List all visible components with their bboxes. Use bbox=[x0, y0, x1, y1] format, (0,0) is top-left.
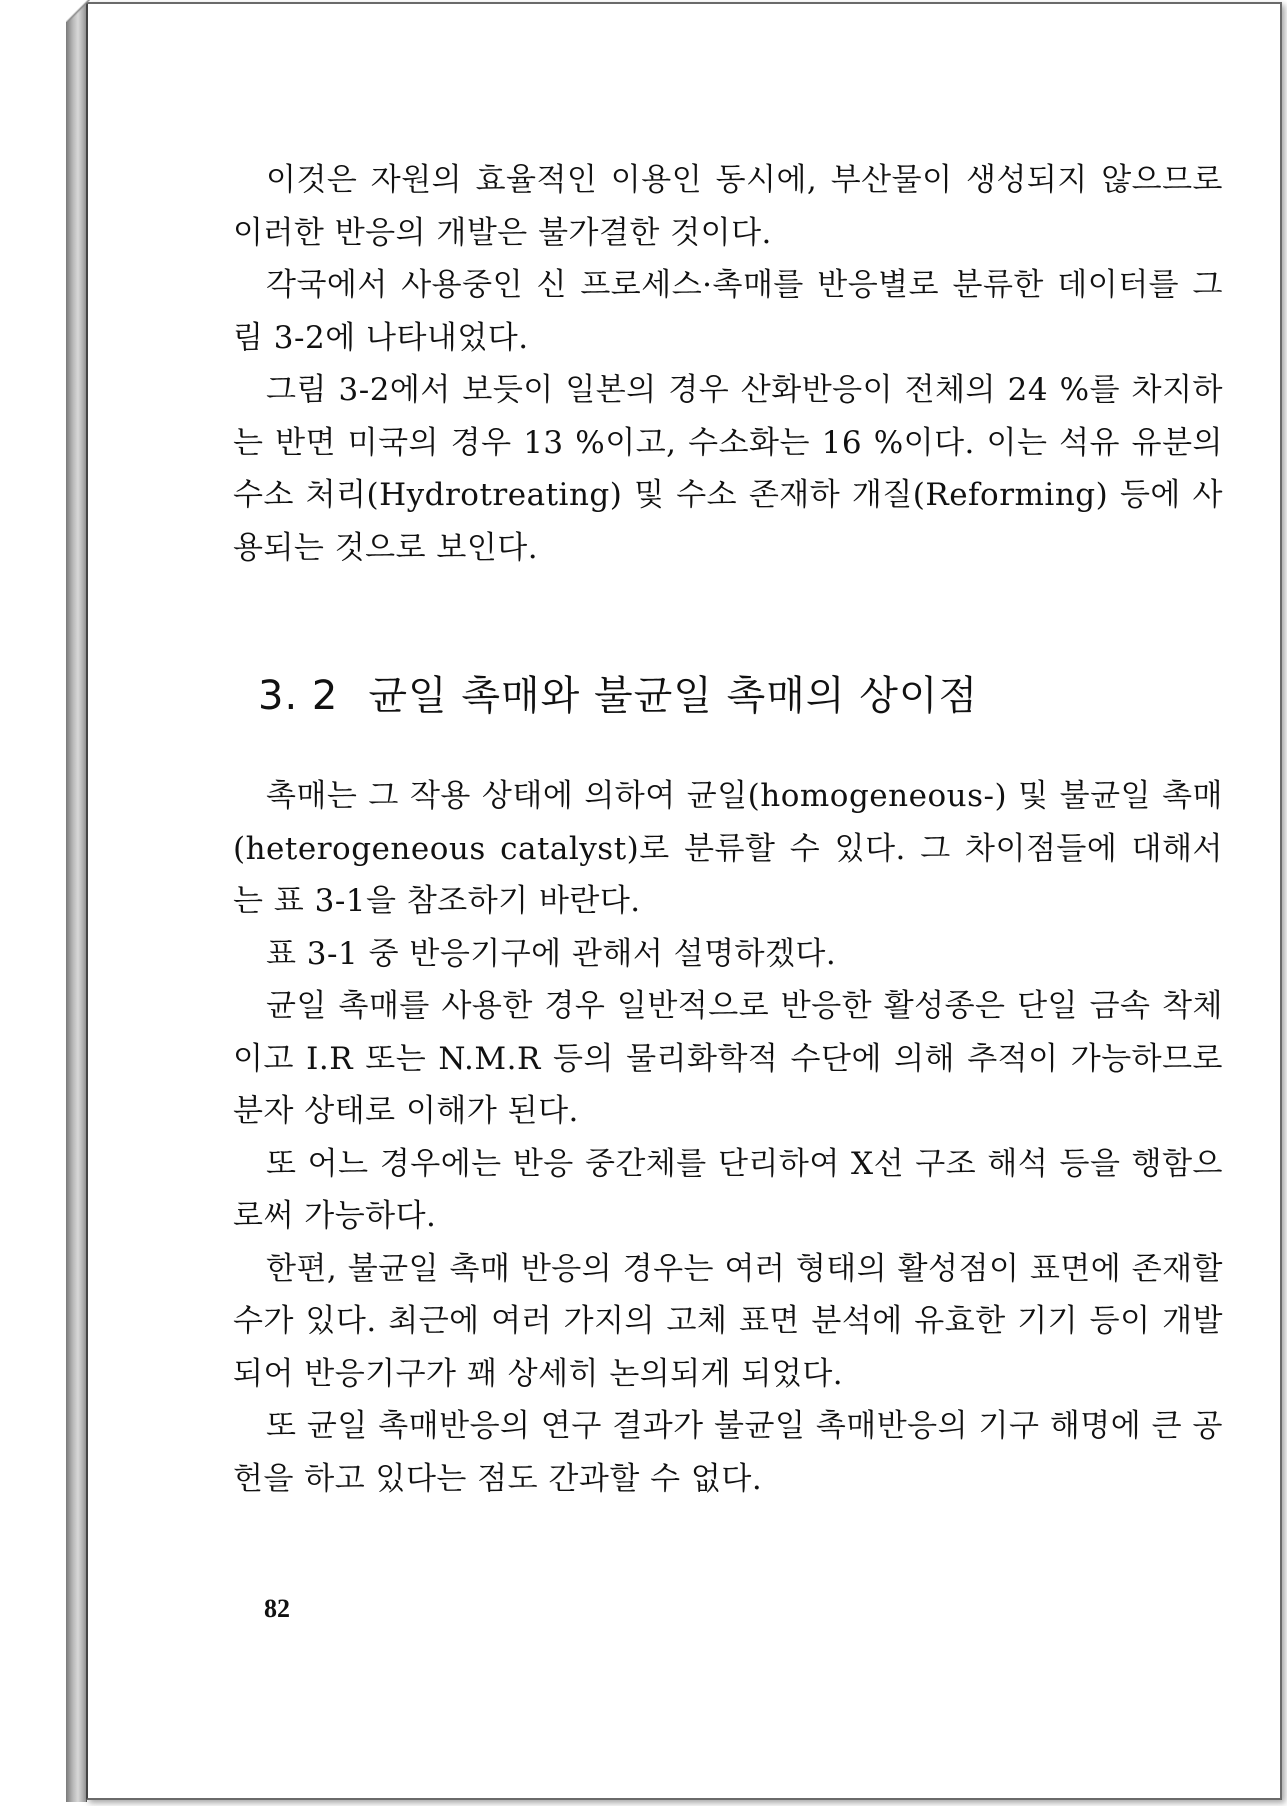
paragraph: 또 균일 촉매반응의 연구 결과가 불균일 촉매반응의 기구 해명에 큰 공헌을 하고 있다는 점도 간과할 수 없다. bbox=[233, 1408, 1223, 1497]
text-block-bottom bbox=[233, 770, 1223, 1505]
section-heading bbox=[258, 664, 978, 721]
page-stack-edge bbox=[66, 2, 87, 1802]
paragraph: 이것은 자원의 효율적인 이용인 동시에, 부산물이 생성되지 않으므로 이러한 반응의 개발은 불가결한 것이다. bbox=[233, 162, 1223, 251]
paragraph: 또 어느 경우에는 반응 중간체를 단리하여 X선 구조 해석 등을 행함으로써 가능하다. bbox=[233, 1145, 1223, 1234]
paragraph: 그림 3-2에서 보듯이 일본의 경우 산화반응이 전체의 24 %를 차지하는 반면 미국의 경우 13 %이고, 수소화는 16 %이다. 이는 석유 유분의 수소 처리(Hydrotreating) 및 수소 존재하 개질(Reforming) 등에 사용되는 것으로 보인다. bbox=[233, 372, 1223, 566]
paragraph: 한편, 불균일 촉매 반응의 경우는 여러 형태의 활성점이 표면에 존재할 수가 있다. 최근에 여러 가지의 고체 표면 분석에 유효한 기기 등이 개발되어 반응기구가 꽤 상세히 논의되게 되었다. bbox=[233, 1250, 1223, 1392]
paragraph: 표 3-1 중 반응기구에 관해서 설명하겠다. bbox=[266, 935, 837, 972]
paragraph: 균일 촉매를 사용한 경우 일반적으로 반응한 활성종은 단일 금속 착체이고 I.R 또는 N.M.R 등의 물리화학적 수단에 의해 추적이 가능하므로 분자 상태로 이해가 된다. bbox=[233, 988, 1223, 1129]
paragraph: 촉매는 그 작용 상태에 의하여 균일(homogeneous-) 및 불균일 촉매(heterogeneous catalyst)로 분류할 수 있다. 그 차이점들에 대해서는 표 3-1을 참조하기 바란다. bbox=[233, 778, 1223, 919]
section-title: 균일 촉매와 불균일 촉매의 상이점 bbox=[368, 673, 979, 719]
page-number: 82 bbox=[264, 1594, 290, 1623]
paragraph: 각국에서 사용중인 신 프로세스·촉매를 반응별로 분류한 데이터를 그림 3-2에 나타내었다. bbox=[233, 267, 1223, 356]
book-page bbox=[86, 2, 1282, 1800]
text-block-top bbox=[233, 154, 1223, 574]
section-number: 3. 2 bbox=[258, 673, 339, 719]
